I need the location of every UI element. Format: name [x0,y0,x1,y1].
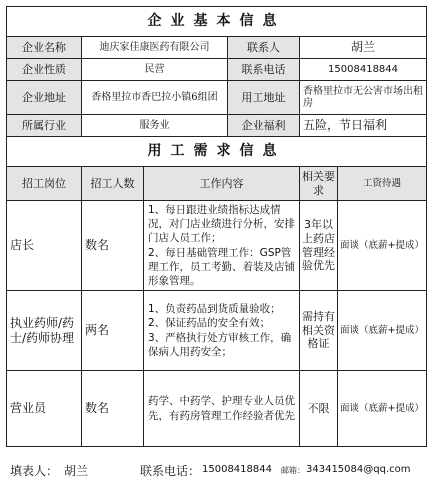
content-cell [144,371,300,447]
basic-info-title: 企业基本信息 [7,7,427,37]
treatment-header: 工资待遇 [338,167,427,201]
industry-value: 服务业 [82,115,228,137]
requirement-cell: 不限 [300,371,338,447]
content-line: 2、每日基础管理工作：GSP管理工作，员工考勤、着装及店铺形象管理。 [148,246,295,287]
requirement-cell: 需持有相关资格证 [300,291,338,371]
position-cell: 营业员 [7,371,82,447]
content-line: 2、保证药品的安全有效； [148,317,271,330]
company-name-value: 迪庆家佳康医药有限公司 [82,37,228,59]
filler-value: 胡兰 [64,464,89,478]
form-table [6,6,427,447]
treatment-cell: 面谈（底薪+提成） [338,291,427,371]
contact-value: 胡兰 [300,37,427,59]
table-row [7,371,427,447]
requirement-cell: 3年以上药店管理经验优先 [300,201,338,291]
demand-title: 用工需求信息 [7,137,427,167]
phone-value: 15008418844 [300,59,427,81]
footer-email-value: 343415084@qq.com [306,464,411,475]
work-address-label: 用工地址 [228,81,300,115]
nature-label: 企业性质 [7,59,82,81]
footer-phone-label: 联系电话： [140,464,201,478]
content-header: 工作内容 [144,167,300,201]
content-line: 1、负责药品到货质量验收； [148,303,281,316]
content-cell [144,291,300,371]
form-footer [6,459,426,481]
table-row [7,201,427,291]
footer-email-label: 邮箱： [281,466,305,475]
treatment-cell: 面谈（底薪+提成） [338,201,427,291]
filler-label: 填表人： [10,464,59,478]
recruitment-form [6,6,426,447]
company-name-label: 企业名称 [7,37,82,59]
requirement-header: 相关要求 [300,167,338,201]
footer-phone-value: 15008418844 [202,464,272,475]
table-row [7,291,427,371]
work-address-value: 香格里拉市无公害市场出租房 [300,81,427,115]
contact-label: 联系人 [228,37,300,59]
treatment-cell: 面谈（底薪+提成） [338,371,427,447]
position-cell: 执业药师/药士/药师协理 [7,291,82,371]
content-line: 3、严格执行处方审核工作，确保病人用药安全； [148,331,292,358]
welfare-label: 企业福利 [228,115,300,137]
position-header: 招工岗位 [7,167,82,201]
content-cell [144,201,300,291]
phone-label: 联系电话 [228,59,300,81]
count-cell: 数名 [82,201,144,291]
address-value: 香格里拉市香巴拉小镇6组团 [82,81,228,115]
welfare-value: 五险，节日福利 [300,115,427,137]
count-header: 招工人数 [82,167,144,201]
position-cell: 店长 [7,201,82,291]
count-cell: 数名 [82,371,144,447]
industry-label: 所属行业 [7,115,82,137]
count-cell: 两名 [82,291,144,371]
address-label: 企业地址 [7,81,82,115]
nature-value: 民营 [82,59,228,81]
content-line: 药学、中药学、护理专业人员优先，有药房管理工作经验者优先 [148,395,295,422]
content-line: 1、每日跟进业绩指标达成情况，对门店业绩进行分析，安排门店人员工作； [148,204,295,245]
